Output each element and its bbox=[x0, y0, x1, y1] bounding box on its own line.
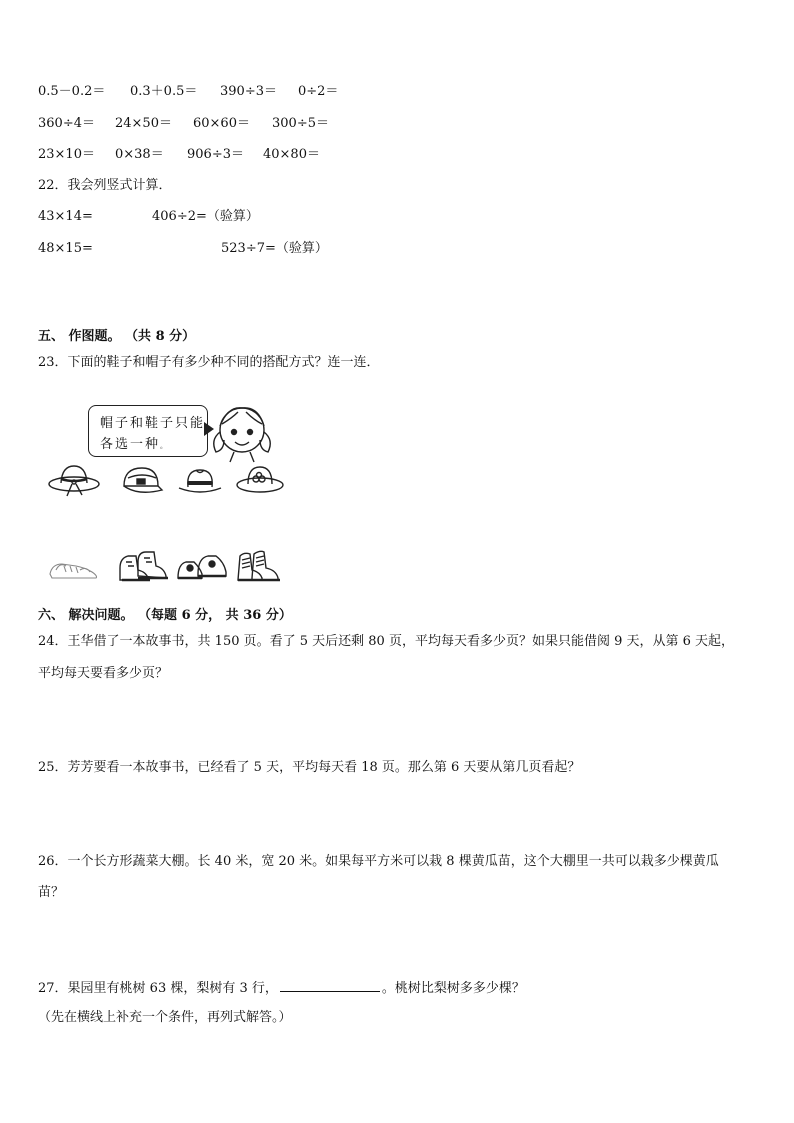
calc-item: 390÷3＝ bbox=[220, 84, 277, 99]
question-22-title: 22．我会列竖式计算． bbox=[38, 178, 172, 193]
hat-icon bbox=[46, 462, 102, 498]
section-6-heading: 六、 解决问题。 （每题 6 分， 共 36 分） bbox=[38, 608, 292, 623]
question-26-line2: 苗？ bbox=[38, 885, 65, 900]
boots-icon bbox=[116, 548, 170, 584]
calc-item: 24×50＝ bbox=[115, 116, 172, 131]
calc-item: 0.3＋0.5＝ bbox=[130, 84, 198, 99]
calc-item: 0÷2＝ bbox=[298, 84, 339, 99]
question-24-line1: 24．王华借了一本故事书，共 150 页。看了 5 天后还剩 80 页，平均每天看多少页？如果只能借阅 9 天，从第 6 天起， bbox=[38, 634, 735, 649]
sports-shoes-icon bbox=[176, 548, 228, 582]
calc-item: 60×60＝ bbox=[193, 116, 250, 131]
fedora-hat-icon bbox=[176, 466, 224, 496]
calc-item: 360÷4＝ bbox=[38, 116, 95, 131]
question-24-line2: 平均每天要看多少页？ bbox=[38, 666, 169, 681]
sun-hat-icon bbox=[234, 462, 286, 496]
calc-item: 300÷5＝ bbox=[272, 116, 329, 131]
vertical-calc-item: 43×14= bbox=[38, 209, 93, 224]
bubble-text-line1: 帽子和鞋子只能 bbox=[100, 416, 206, 431]
question-27: 27．果园里有桃树 63 棵，梨树有 3 行， 。桃树比梨树多多少棵？ bbox=[38, 981, 525, 996]
calc-item: 23×10＝ bbox=[38, 147, 95, 162]
section-5-heading: 五、 作图题。 （共 8 分） bbox=[38, 329, 196, 344]
bubble-text-line2: 各选一种。 bbox=[100, 437, 170, 452]
question-25: 25．芳芳要看一本故事书，已经看了 5 天，平均每天看 18 页。那么第 6 天要从第几页看起？ bbox=[38, 760, 581, 775]
vertical-calc-item: 406÷2=（验算） bbox=[152, 209, 259, 224]
question-23: 23．下面的鞋子和帽子有多少种不同的搭配方式？连一连． bbox=[38, 355, 380, 370]
sneaker-icon bbox=[46, 556, 102, 582]
answer-blank[interactable] bbox=[280, 979, 380, 992]
question-26-line1: 26．一个长方形蔬菜大棚。长 40 米，宽 20 米。如果每平方米可以栽 8 棵黄瓜苗，这个大棚里一共可以栽多少棵黄瓜 bbox=[38, 854, 719, 869]
calc-item: 0.5－0.2＝ bbox=[38, 84, 106, 99]
calc-item: 0×38＝ bbox=[115, 147, 164, 162]
calc-item: 40×80＝ bbox=[263, 147, 320, 162]
calc-item: 906÷3＝ bbox=[187, 147, 244, 162]
vertical-calc-item: 48×15= bbox=[38, 241, 93, 256]
girl-icon bbox=[208, 398, 276, 466]
question-27-note: （先在横线上补充一个条件，再列式解答。） bbox=[38, 1010, 292, 1025]
lace-up-boots-icon bbox=[234, 548, 282, 584]
cap-icon bbox=[118, 464, 164, 498]
vertical-calc-item: 523÷7=（验算） bbox=[221, 241, 328, 256]
